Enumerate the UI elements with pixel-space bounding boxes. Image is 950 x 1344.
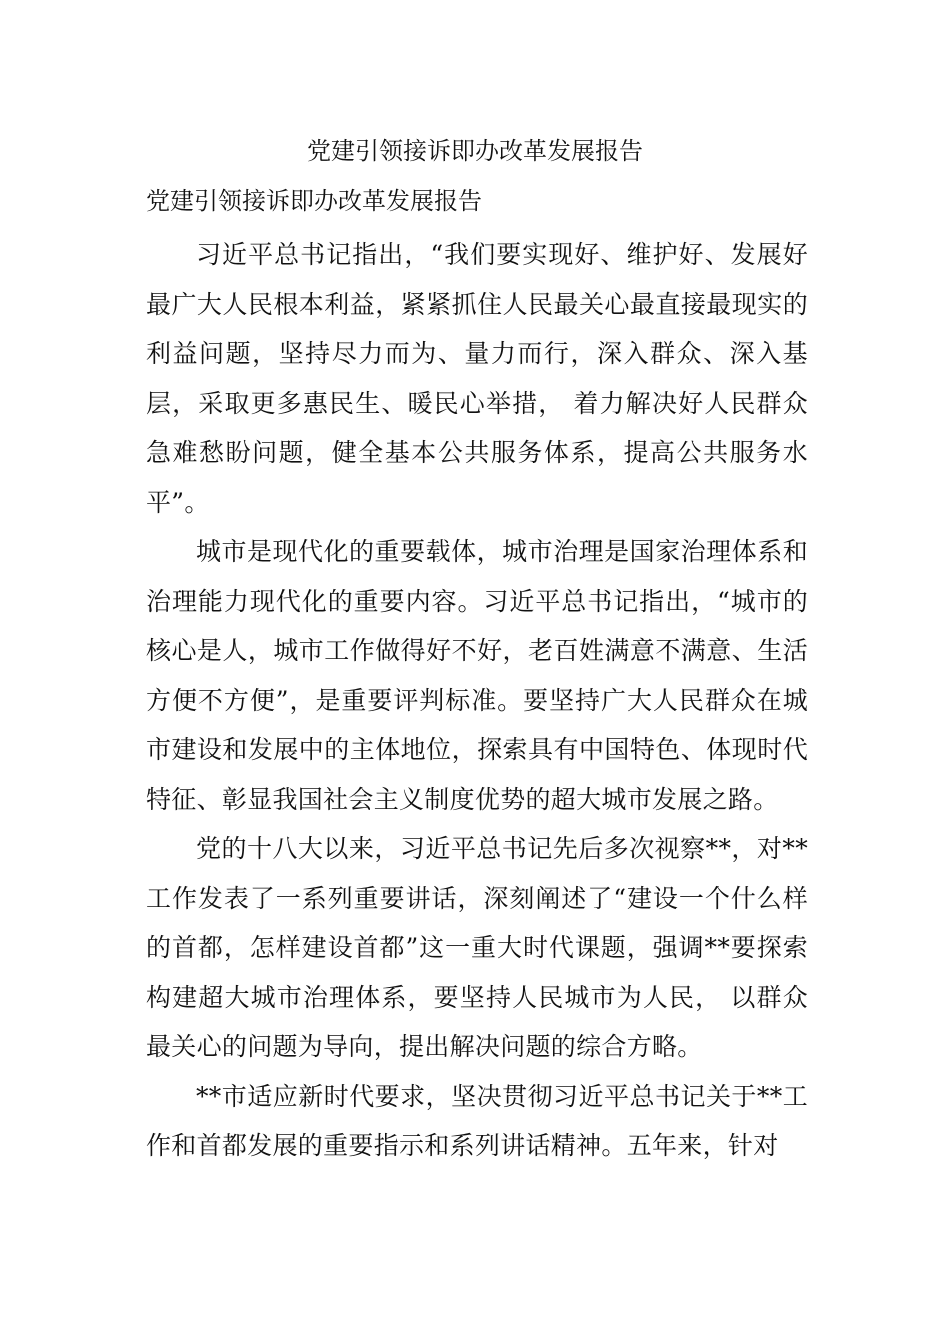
document-title: 党建引领接诉即办改革发展报告 — [307, 137, 643, 165]
document-subtitle: 党建引领接诉即办改革发展报告 — [146, 187, 482, 215]
paragraph-2: 城市是现代化的重要载体，城市治理是国家治理体系和治理能力现代化的重要内容。习近平总书记指出，“城市的核心是人，城市工作做得好不好，老百姓满意不满意、生活方便不方便”，是重要评判标准。要坚持广大人民群众在城市建设和发展中的主体地位，探索具有中国特色、体现时代特征、彰显我国社会主义制度优势的超大城市发展之路。 — [146, 537, 808, 814]
paragraph-4: **市适应新时代要求，坚决贯彻习近平总书记关于**工作和首都发展的重要指示和系列讲话精神。五年来，针对 — [146, 1081, 808, 1160]
paragraph-3: 党的十八大以来，习近平总书记先后多次视察**，对**工作发表了一系列重要讲话，深刻阐述了“建设一个什么样的首都，怎样建设首都”这一重大时代课题，强调**要探索构建超大城市治理体系，要坚持人民城市为人民， 以群众最关心的问题为导向，提出解决问题的综合方略。 — [146, 834, 808, 1061]
paragraph-1: 习近平总书记指出，“我们要实现好、维护好、发展好最广大人民根本利益，紧紧抓住人民最关心最直接最现实的利益问题，坚持尽力而为、量力而行，深入群众、深入基层，采取更多惠民生、暖民心举措， 着力解决好人民群众急难愁盼问题，健全基本公共服务体系，提高公共服务水平”。 — [146, 240, 808, 517]
document-body — [146, 230, 808, 1171]
